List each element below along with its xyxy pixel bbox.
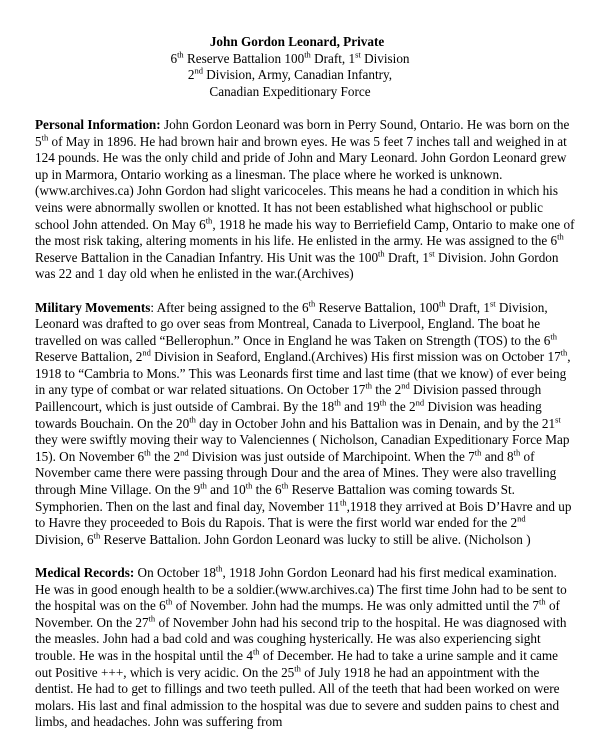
ordinal-suffix: th bbox=[148, 613, 156, 624]
text-line: up in Marmora, Ontario working as a linesman. The place where he worked is unknown. bbox=[35, 166, 503, 182]
text-line: November came there were passing through Dour and the area of Mines. They were also travelling bbox=[35, 465, 557, 481]
text-line: molars. His last and final admission to the hospital was due to severe and sudden pains to chest and bbox=[35, 697, 560, 713]
ordinal-suffix: th bbox=[379, 397, 387, 408]
ordinal-suffix: nd bbox=[180, 447, 189, 458]
header-division-line: 2nd Division, Army, Canadian Infantry, bbox=[187, 65, 393, 83]
header-force-line: Canadian Expeditionary Force bbox=[209, 83, 371, 99]
ordinal-suffix: th bbox=[93, 530, 101, 541]
text-line: was 22 and 1 day old when he enlisted in the war.(Archives) bbox=[35, 266, 354, 282]
ordinal-suffix: nd bbox=[415, 397, 425, 408]
section-medical-records bbox=[35, 565, 575, 731]
document-header bbox=[0, 34, 580, 100]
ordinal-suffix: nd bbox=[517, 513, 526, 524]
ordinal-suffix: th bbox=[189, 414, 196, 425]
ordinal-suffix: th bbox=[513, 447, 521, 458]
document-title: John Gordon Leonard, Private bbox=[209, 34, 385, 49]
ordinal-suffix: th bbox=[294, 663, 301, 674]
ordinal-suffix: nd bbox=[401, 381, 410, 392]
text-line: the hospital was on the 6th of November. John had the mumps. He was only admitted until the 7th of bbox=[35, 596, 560, 614]
ordinal-suffix: th bbox=[144, 447, 151, 458]
ordinal-suffix: th bbox=[365, 381, 372, 392]
ordinal-suffix: th bbox=[200, 480, 207, 491]
ordinal-suffix: th bbox=[252, 646, 260, 657]
ordinal-suffix: th bbox=[41, 132, 49, 143]
document-page bbox=[35, 34, 575, 731]
ordinal-suffix: th bbox=[205, 215, 213, 226]
ordinal-suffix: th bbox=[557, 231, 564, 242]
ordinal-suffix: st bbox=[355, 49, 361, 60]
ordinal-suffix: th bbox=[560, 347, 568, 358]
text-line: veins were abnormally swollen or knotted. It has not been established what highschool or public bbox=[35, 199, 543, 215]
text-line: Symphorien. Then on the last and final day, November 11th,1918 they arrived at Bois D’Havre and up bbox=[35, 497, 572, 514]
ordinal-suffix: th bbox=[439, 298, 446, 309]
ordinal-suffix: st bbox=[489, 298, 496, 309]
text-line: 15). On November 6th the 2nd Division was just outside of Marchipoint. When the 7th and 8th of bbox=[35, 447, 535, 464]
text-line: the most risk taking, altering moments in his life. He enlisted in the army. He was assigned to the 6th bbox=[35, 231, 564, 249]
text-line: travelled on was called “Bellerophun.” Once in England he was Taken on Strength (TOS) to the 6th bbox=[35, 331, 557, 348]
ordinal-suffix: th bbox=[215, 563, 223, 574]
ordinal-suffix: th bbox=[245, 480, 253, 491]
ordinal-suffix: nd bbox=[142, 347, 151, 358]
text-line: 1918 to “Cambria to Mons.” This was Leonards first time and last time (that we know) of ever being bbox=[35, 365, 567, 381]
ordinal-suffix: th bbox=[165, 596, 173, 607]
text-line: through Mine Village. On the 9th and 10th the 6th Reserve Battalion was coming towards St. bbox=[35, 480, 515, 498]
ordinal-suffix: st bbox=[428, 248, 435, 259]
text-line: He was in good enough health to be a soldier.(www.archives.ca) The first time John had to be sent to bbox=[35, 581, 567, 597]
text-line: towards Bouchain. On the 20th day in October John and his Battalion was in Denain, and by the 21st bbox=[35, 414, 561, 431]
section-label: Military Movements bbox=[35, 299, 151, 315]
section-label: Medical Records: bbox=[35, 565, 135, 580]
section-personal-information bbox=[35, 117, 575, 283]
text-line: limbs, and headaches. John was suffering from bbox=[35, 714, 283, 730]
text-line: Leonard was drafted to go over seas from Montreal, Canada to Liverpool, England. The boat he bbox=[35, 316, 541, 332]
ordinal-suffix: nd bbox=[194, 65, 203, 76]
text-line: Paillencourt, which is just outside of Cambrai. By the 18th and 19th the 2nd Division was heading bbox=[35, 397, 542, 415]
text-line: Medical Records: On October 18th, 1918 John Gordon Leonard had his first medical examination. bbox=[35, 563, 557, 580]
ordinal-suffix: th bbox=[539, 596, 546, 607]
text-line: to Havre they proceeded to Bois du Rapois. That is were the first world war ended for the 2nd bbox=[35, 513, 526, 531]
text-line: Reserve Battalion in the Canadian Infantry. His Unit was the 100th Draft, 1st Division. John Gordon bbox=[35, 248, 559, 265]
ordinal-suffix: th bbox=[304, 49, 311, 60]
text-line: Personal Information: John Gordon Leonard was born in Perry Sound, Ontario. He was born on the bbox=[35, 116, 570, 132]
ordinal-suffix: st bbox=[555, 414, 561, 425]
text-line: Division, 6th Reserve Battalion. John Gordon Leonard was lucky to still be alive. (Nicholson ) bbox=[35, 530, 531, 547]
text-line: they were swiftly moving their way to Valenciennes ( Nicholson, Canadian Expeditionary Force Map bbox=[35, 432, 570, 448]
text-line: 5th of May in 1896. He had brown hair and brown eyes. He was 5 feet 7 inches tall and weighed in at bbox=[35, 132, 567, 149]
ordinal-suffix: th bbox=[308, 298, 316, 309]
ordinal-suffix: th bbox=[339, 497, 347, 508]
text-line: in any type of combat or war related situations. On October 17th the 2nd Division passed through bbox=[35, 381, 542, 398]
ordinal-suffix: th bbox=[334, 397, 341, 408]
ordinal-suffix: th bbox=[550, 331, 557, 342]
ordinal-suffix: th bbox=[378, 248, 385, 259]
text-line: (www.archives.ca) John Gordon had slight varicoceles. This means he had a condition in which his bbox=[35, 183, 558, 199]
text-line: Reserve Battalion, 2nd Division in Seaford, England.(Archives) His first mission was on October 17th, bbox=[35, 347, 571, 365]
section-label: Personal Information: bbox=[35, 116, 161, 132]
ordinal-suffix: th bbox=[474, 447, 482, 458]
text-line: the measles. John had a bad cold and was coughing hysterically. He was also experiencing sight bbox=[35, 631, 541, 647]
text-line: 124 pounds. He was the only child and pride of John and Mary Leonard. John Gordon Leonard grew bbox=[35, 150, 567, 166]
text-line: out Positive +++, which is very acidic. On the 25th of July 1918 he had an appointment with the bbox=[35, 663, 540, 680]
ordinal-suffix: th bbox=[177, 49, 184, 60]
text-line: school John attended. On May 6th, 1918 he made his way to Berriefield Camp, Ontario to make one of bbox=[35, 215, 575, 232]
text-line: dentist. He had to get to fillings and two teeth pulled. All of the teeth that had been worked on were bbox=[35, 681, 560, 697]
text-line: Military Movements: After being assigned to the 6th Reserve Battalion, 100th Draft, 1st Division, bbox=[35, 298, 548, 315]
text-line: November. On the 27th of November John had his second trip to the hospital. He was diagnosed with bbox=[35, 613, 567, 630]
ordinal-suffix: th bbox=[281, 480, 289, 491]
section-military-movements bbox=[35, 300, 575, 549]
text-line: trouble. He was in the hospital until the 4th of December. He had to take a urine sample and it came bbox=[35, 646, 558, 663]
header-unit-line: 6th Reserve Battalion 100th Draft, 1st Division bbox=[170, 49, 410, 66]
